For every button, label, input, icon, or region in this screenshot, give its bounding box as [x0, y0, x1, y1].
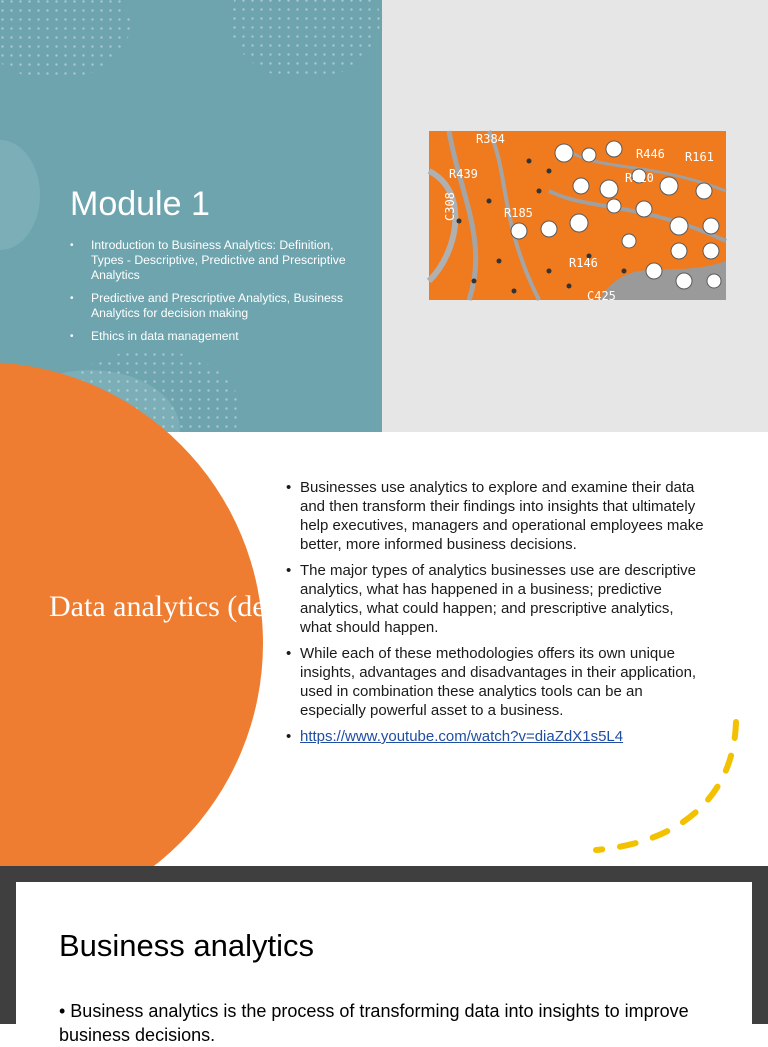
- pcb-label: R410: [625, 171, 654, 185]
- youtube-link[interactable]: https://www.youtube.com/watch?v=diaZdX1s5L4: [300, 728, 624, 745]
- slide-title: Module 1: [70, 185, 210, 223]
- bullet-item: • Businesses use analytics to explore and examine their data and then transform their findings into insights that ultimately help executives, managers and operational employees make better, more informed business decisions.: [286, 478, 704, 554]
- slide-card: [16, 882, 752, 1045]
- pcb-label: R146: [569, 256, 598, 270]
- dashed-curve-decor: [596, 722, 746, 862]
- bullet-list: [70, 238, 350, 352]
- bullet-item: • Ethics in data management: [70, 329, 350, 344]
- pcb-label: C308: [443, 192, 457, 221]
- bullet-item: • While each of these methodologies offers its own unique insights, advantages and disadvantages in their application, used in combination these analytics tools can be an especially powerful asset to a business.: [286, 644, 704, 720]
- pcb-label: R161: [685, 150, 714, 164]
- slide-title: Business analytics: [59, 928, 315, 963]
- pcb-label: R384: [476, 132, 505, 146]
- slide-title: Data analytics (definition ): [49, 590, 372, 623]
- pcb-label: R185: [504, 206, 533, 220]
- bullet-item: • Predictive and Prescriptive Analytics, Business Analytics for decision making: [70, 291, 350, 321]
- pcb-label: R446: [636, 147, 665, 161]
- slide-data-analytics: [0, 432, 768, 866]
- circuit-board-image: [429, 131, 726, 303]
- decor-dots: [230, 0, 380, 80]
- bullet-list: [286, 478, 704, 753]
- orange-circle: [0, 362, 263, 925]
- bullet-item: • Introduction to Business Analytics: Definition, Types - Descriptive, Predictive and Prescriptive Analytics: [70, 238, 350, 283]
- bullet-item: • The major types of analytics businesses use are descriptive analytics, what has happened in a business; predictive analytics, what could happen; and prescriptive analytics, what should happen.: [286, 561, 704, 637]
- slide-business-analytics: [0, 866, 768, 1045]
- bullet-item: • Business analytics is the process of transforming data into insights to improve business decisions.: [59, 1001, 689, 1045]
- title-panel: [0, 0, 382, 432]
- pcb-label: C425: [587, 289, 616, 303]
- decor-dots: [0, 0, 130, 80]
- pcb-label: R439: [449, 167, 478, 181]
- slide-module-1: [0, 0, 768, 432]
- decor-blob: [0, 140, 40, 250]
